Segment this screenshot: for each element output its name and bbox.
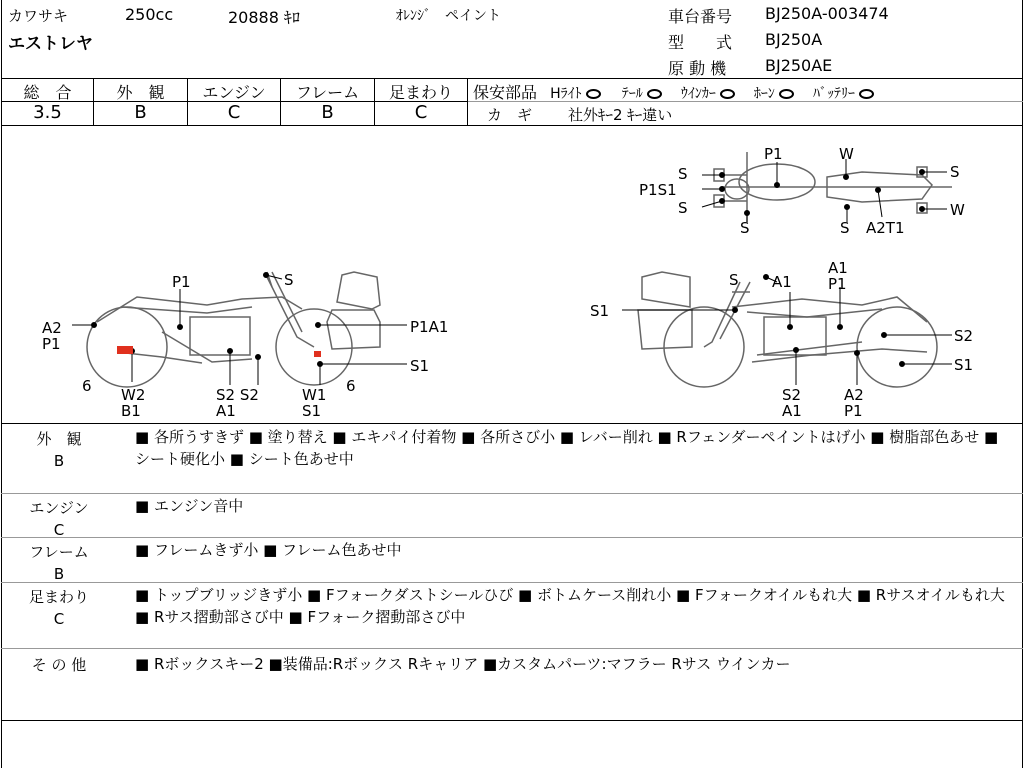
safety-row <box>473 80 874 103</box>
exterior-section-label: 外 観 B <box>36 430 82 470</box>
battery-label: ﾊﾞｯﾃﾘｰ <box>813 86 856 102</box>
overall-label: 総 合 <box>23 83 72 102</box>
left-label-w2: W2 <box>121 386 146 404</box>
fork-sticker-icon <box>314 351 321 357</box>
right-label-a2: A2 <box>844 386 864 404</box>
headlight-label: Hﾗｲﾄ <box>550 86 582 102</box>
safety-label: 保安部品 <box>473 83 538 102</box>
horn-ok-mark <box>779 89 794 99</box>
top-label-s1: S <box>678 165 688 183</box>
section-divider-3 <box>1 582 1023 583</box>
muffler-sticker-icon <box>117 346 133 354</box>
bike-top-view <box>714 152 952 222</box>
key-label: カ ギ <box>487 106 533 124</box>
left-label-s1b: S1 <box>302 402 322 420</box>
grade-top-line <box>1 78 1023 79</box>
exterior-grade: B <box>134 102 147 123</box>
grade-bottom-line <box>1 125 1023 126</box>
frame-grade: B <box>321 102 334 123</box>
headlight-ok-mark <box>586 89 601 99</box>
top-label-a2t1: A2T1 <box>866 219 905 237</box>
section-divider-1 <box>1 493 1023 494</box>
battery-ok-mark <box>859 89 874 99</box>
right-label-s1: S1 <box>590 302 610 320</box>
left-label-p1b: P1 <box>42 335 61 353</box>
left-label-six2: 6 <box>346 377 356 395</box>
left-label-six1: 6 <box>82 377 92 395</box>
key-value: 社外ｷｰ2 ｷｰ違い <box>568 106 673 124</box>
sheet-bottom-line <box>1 720 1023 721</box>
displacement: 250cc <box>125 5 174 24</box>
suspension-section-label: 足まわり C <box>28 588 89 628</box>
right-label-s: S <box>729 271 739 289</box>
right-label-p1b: P1 <box>844 402 863 420</box>
mileage: 20888 ｷﾛ <box>228 8 300 27</box>
left-label-w1: W1 <box>302 386 327 404</box>
engine-grade-label: エンジン <box>202 83 266 102</box>
left-label-p1a1: P1A1 <box>410 318 449 336</box>
type-value: BJ250A <box>765 30 823 49</box>
type-label: 型 式 <box>668 33 733 52</box>
winker-label: ｳｲﾝｶｰ <box>680 86 716 102</box>
winker-ok-mark <box>720 89 735 99</box>
left-label-a1: A1 <box>216 402 236 420</box>
section-divider-4 <box>1 648 1023 649</box>
top-label-w1: W <box>839 145 854 163</box>
diagram-bottom-line <box>1 423 1023 424</box>
taillight-label: ﾃｰﾙ <box>621 86 643 102</box>
engine-grade: C <box>227 102 241 123</box>
engine-section-label: エンジン C <box>29 499 89 539</box>
left-label-p1: P1 <box>172 273 191 291</box>
grade-div-5 <box>467 78 468 125</box>
left-label-s1: S1 <box>410 357 430 375</box>
right-label-a1c: A1 <box>782 402 802 420</box>
right-label-s2: S2 <box>954 327 974 345</box>
right-label-s1b: S1 <box>954 356 974 374</box>
top-label-s5: S <box>950 163 960 181</box>
left-label-b1: B1 <box>121 402 141 420</box>
bike-left-view <box>87 272 380 387</box>
top-label-s2: S <box>678 199 688 217</box>
overall-grade: 3.5 <box>33 102 62 123</box>
top-label-p1: P1 <box>764 145 783 163</box>
exterior-label: 外 観 <box>116 83 165 102</box>
damage-diagram <box>2 127 1022 423</box>
right-label-p1: P1 <box>828 275 847 293</box>
model-name: エストレヤ <box>8 34 93 54</box>
maker: カワサキ <box>8 7 69 25</box>
right-label-a1: A1 <box>772 273 792 291</box>
section-divider-2 <box>1 537 1023 538</box>
suspension-grade-label: 足まわり <box>388 83 453 102</box>
right-label-a1b: A1 <box>828 259 848 277</box>
frame-section-label: フレーム B <box>29 543 89 583</box>
frame-section-text: ■ フレームきず小 ■ フレーム色あせ中 <box>135 541 402 559</box>
other-section-label: そ の 他 <box>31 656 87 674</box>
engine-value: BJ250AE <box>765 56 833 75</box>
left-label-s2s2: S2 S2 <box>216 386 259 404</box>
suspension-section-text: ■ トップブリッジきず小 ■ Fフォークダストシールひび ■ ボトムケース削れ小 ■ Fフォークオイルもれ大 ■ Rサスオイルもれ大 ■ Rサス摺動部さび中 ■ Fフォーク摺動部さび中 <box>135 586 1005 626</box>
top-label-p1s1: P1S1 <box>639 181 677 199</box>
left-label-s: S <box>284 271 294 289</box>
frame-grade-label: フレーム <box>295 83 360 102</box>
color: ｵﾚﾝｼﾞ ペイント <box>396 8 501 24</box>
frame-no: BJ250A-003474 <box>765 4 889 23</box>
taillight-ok-mark <box>647 89 662 99</box>
engine-section-text: ■ エンジン音中 <box>135 497 244 515</box>
suspension-grade: C <box>414 102 428 123</box>
exterior-section-text: ■ 各所うすきず ■ 塗り替え ■ エキパイ付着物 ■ 各所さび小 ■ レバー削れ ■ Rフェンダーペイントはげ小 ■ 樹脂部色あせ ■ シート硬化小 ■ シート色あせ中 <box>135 428 999 468</box>
frame-no-label: 車台番号 <box>668 7 733 26</box>
engine-label: 原 動 機 <box>668 59 727 78</box>
left-label-a2: A2 <box>42 319 62 337</box>
other-section-text: ■ Rボックスキー2 ■装備品:Rボックス Rキャリア ■カスタムパーツ:マフラー Rサス ウインカー <box>135 655 791 673</box>
top-label-w2: W <box>950 201 965 219</box>
top-label-s4: S <box>840 219 850 237</box>
horn-label: ﾎｰﾝ <box>753 86 775 102</box>
top-label-s3: S <box>740 219 750 237</box>
right-label-s2b: S2 <box>782 386 802 404</box>
